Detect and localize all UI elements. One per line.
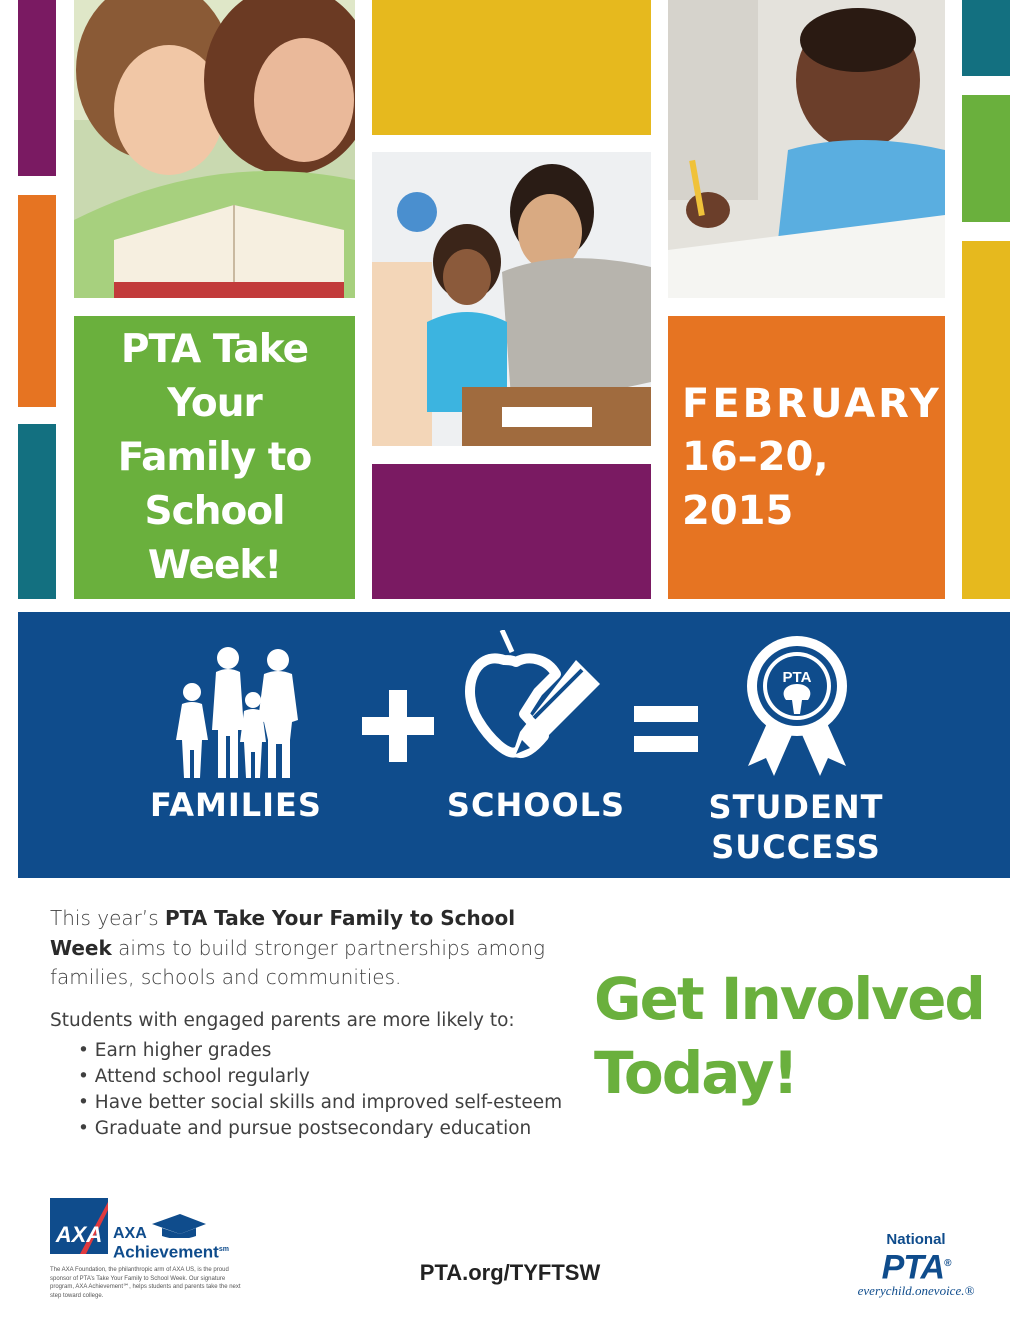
date-month: FEBRUARY	[682, 380, 942, 427]
left-strip-purple	[18, 0, 56, 176]
plus-icon	[362, 690, 434, 762]
cta-line-2: Today!	[594, 1039, 797, 1107]
right-strip-green	[962, 95, 1010, 222]
pta-national-label: National	[886, 1231, 946, 1248]
cta-line-1: Get Involved	[594, 965, 984, 1033]
intro-event-name: PTA Take Your Family to School Week	[50, 906, 516, 960]
list-item: • Have better social skills and improved self-esteem	[78, 1090, 578, 1116]
success-label: SUCCESS	[711, 828, 881, 866]
benefits-list	[78, 1038, 578, 1142]
campaign-url-link[interactable]: PTA.org/TYFTSW	[419, 1260, 601, 1285]
pta-tagline: everychild.onevoice.®	[857, 1283, 975, 1299]
photo-icon	[74, 0, 355, 298]
axa-service-mark: sm	[218, 1246, 229, 1253]
axa-name: AXA	[113, 1225, 147, 1242]
yellow-block	[372, 0, 651, 135]
list-item: • Earn higher grades	[78, 1038, 578, 1064]
purple-block	[372, 464, 651, 599]
award-ribbon-icon	[744, 634, 850, 778]
right-strip-yellow	[962, 241, 1010, 599]
family-icon	[168, 640, 308, 780]
intro-prefix: This year’s	[50, 906, 165, 930]
equation-banner	[18, 612, 1010, 878]
equals-icon	[634, 706, 698, 752]
student-label: STUDENT	[708, 788, 884, 826]
call-to-action	[594, 962, 1014, 1110]
list-item: • Attend school regularly	[78, 1064, 578, 1090]
title-line-2: Your	[167, 380, 262, 426]
list-item: • Graduate and pursue postsecondary education	[78, 1116, 578, 1142]
schools-label: SCHOOLS	[446, 786, 626, 824]
pta-wordmark-text: PTA	[881, 1248, 945, 1287]
right-strip-teal	[962, 0, 1010, 76]
families-label: FAMILIES	[150, 786, 322, 824]
photo-icon	[372, 152, 651, 446]
title-line-5: Week!	[147, 542, 282, 588]
event-date-box	[668, 316, 945, 599]
axa-logo-text: AXA	[55, 1222, 103, 1247]
date-range: 16–20, 2015	[682, 433, 829, 534]
teacher-students-photo	[372, 152, 651, 446]
mother-daughter-reading-photo	[74, 0, 355, 298]
left-strip-orange	[18, 195, 56, 407]
pta-wordmark	[846, 1248, 986, 1287]
title-line-3: Family to	[117, 434, 312, 480]
axa-sponsor-note: The AXA Foundation, the philanthropic arm of AXA US, is the proud sponsor of PTA’s Take Your Family to School Week. Our signature program, AXA Achievement℠, helps students and parents take the next step toward college.	[50, 1267, 241, 1299]
boy-writing-photo	[668, 0, 945, 298]
apple-pencil-icon	[464, 630, 610, 776]
event-title-box	[74, 316, 355, 599]
ribbon-text: PTA	[782, 669, 812, 686]
left-strip-teal	[18, 424, 56, 599]
title-line-1: PTA Take	[120, 326, 309, 372]
photo-icon	[668, 0, 945, 298]
graduation-cap-icon	[150, 1214, 206, 1238]
axa-achievement	[113, 1241, 229, 1262]
intro-suffix: aims to build stronger partnerships among families, schools and communities.	[50, 935, 546, 989]
benefits-heading: Students with engaged parents are more likely to:	[50, 1010, 515, 1031]
intro-paragraph	[50, 904, 580, 993]
national-pta-logo	[846, 1232, 986, 1299]
pta-registered-mark: ®	[944, 1258, 951, 1269]
axa-logo-icon	[50, 1198, 108, 1254]
title-line-4: School	[144, 488, 285, 534]
axa-achievement-word: Achievement	[113, 1242, 219, 1262]
